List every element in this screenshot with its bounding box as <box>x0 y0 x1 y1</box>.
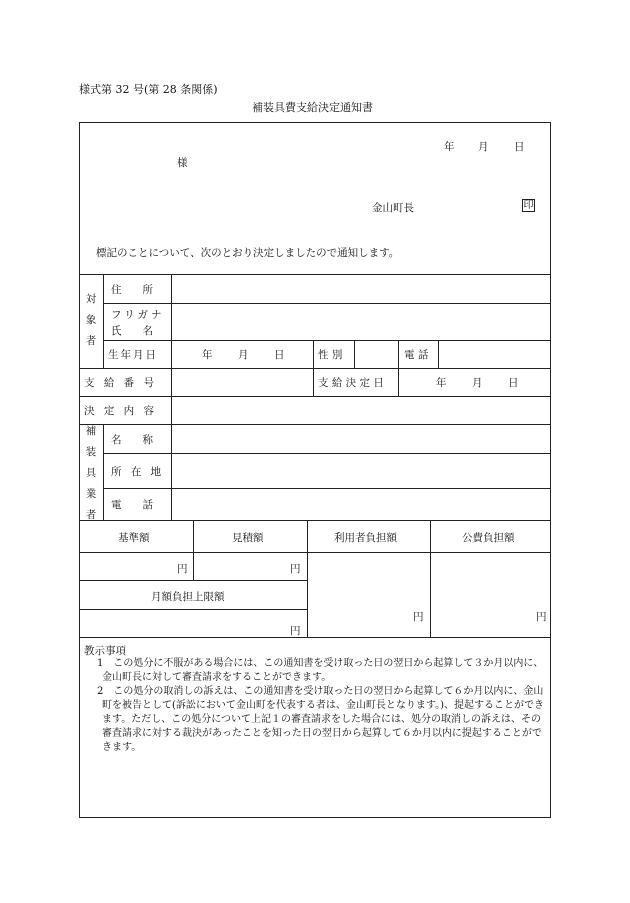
form-number: 様式第 32 号(第 28 条関係) <box>79 83 218 96</box>
subject-phone-label: 電 話 <box>404 349 429 361</box>
page-title: 補装具費支給決定通知書 <box>252 101 373 114</box>
yen-estimate: 円 <box>290 563 301 575</box>
amount-header-standard: 基準額 <box>118 532 150 544</box>
yen-standard: 円 <box>177 563 188 575</box>
decision-date-month: 月 <box>472 377 483 389</box>
vendor-name-label: 名 称 <box>111 434 153 446</box>
amount-header-estimate: 見積額 <box>232 532 264 544</box>
notice-date-year: 年 <box>444 141 455 153</box>
notes-list <box>84 657 546 755</box>
notes-heading: 教示事項 <box>84 645 126 657</box>
decision-date-day: 日 <box>508 377 519 389</box>
vendor-phone-label: 電 話 <box>111 499 153 511</box>
birth-day: 日 <box>274 349 285 361</box>
subject-group-label: 対象者 <box>85 293 97 347</box>
amount-header-public-burden: 公費負担額 <box>462 532 515 544</box>
gender-label: 性 別 <box>318 349 343 361</box>
seal-mark: 印 <box>523 200 534 211</box>
decision-date-year: 年 <box>436 377 447 389</box>
decision-content-label: 決 定 内 容 <box>84 405 158 417</box>
notice-date-month: 月 <box>478 141 489 153</box>
addressee-honorific: 様 <box>177 157 188 169</box>
birthdate-label: 生年月日 <box>108 349 158 361</box>
notice-date-day: 日 <box>514 141 525 153</box>
decision-date-label: 支 給 決 定 日 <box>318 377 384 389</box>
vendor-location-label: 所 在 地 <box>111 466 165 478</box>
birth-year: 年 <box>202 349 213 361</box>
yen-user-burden: 円 <box>413 611 424 623</box>
yen-public-burden: 円 <box>536 611 547 623</box>
notes-item-1: 1 この処分に不服がある場合には、この通知書を受け取った日の翌日から起算して３か月以内に、金山町長に対して審査請求をすることができます。 <box>97 658 544 683</box>
name-label: 氏 名 <box>111 325 153 337</box>
yen-monthly-limit: 円 <box>290 625 301 637</box>
intro-text: 標記のことについて、次のとおり決定しましたので通知します。 <box>96 247 400 259</box>
issuer-name: 金山町長 <box>372 202 414 214</box>
vendor-group-label: 補装具業者 <box>85 425 97 521</box>
furigana-label: フリガナ <box>111 309 165 321</box>
monthly-limit-label: 月額負担上限額 <box>151 591 225 603</box>
payment-number-label: 支 給 番 号 <box>84 377 158 389</box>
birth-month: 月 <box>238 349 249 361</box>
amount-header-user-burden: 利用者負担額 <box>334 532 397 544</box>
address-label: 住 所 <box>111 284 153 296</box>
notes-item-2: 2 この処分の取消しの訴えは、この通知書を受け取った日の翌日から起算して６か月以内に、金山町を被告として(訴訟において金山町を代表する者は、金山町長となります。)、提起することができます。ただし、この処分について上記１の審査請求をした場合には、処分の取消しの訴えは、その審査請求に対する裁決があったことを知った日の翌日から起算して６か月以内に提起することができます。 <box>97 686 545 753</box>
